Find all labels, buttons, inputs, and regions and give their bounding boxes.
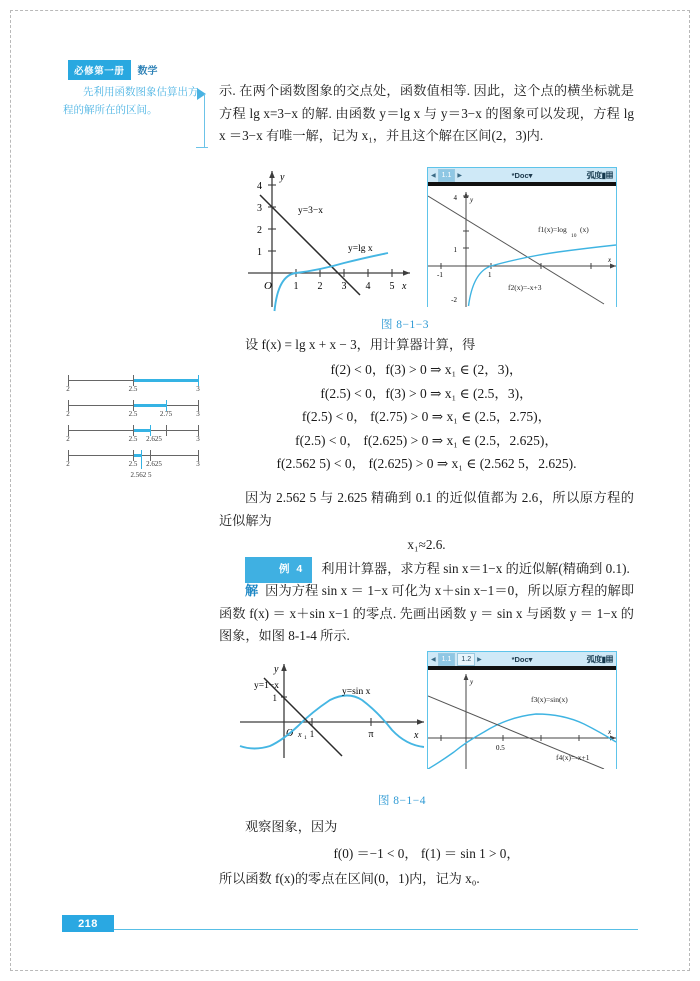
doc-title-text: *Doc [511,654,529,664]
margin-note-bracket [196,86,212,148]
equation-row: f(2.5) < 0，f(3) > 0 ⇒ x₁ ∈ (2.5，3)， [320,385,533,401]
svg-text:4: 4 [365,281,371,292]
number-line-label: 2 [66,385,70,393]
svg-text:y=sin x: y=sin x [342,687,371,697]
equation-row: f(2.5) < 0， f(2.75) > 0 ⇒ x₁ ∈ (2.5，2.75)， [301,409,552,424]
number-line-label: 2.5 [128,435,138,443]
result-x1 [219,533,634,557]
solution-label: 解 [245,583,259,598]
equation-row: f(2) < 0，f(3) > 0 ⇒ x₁ ∈ (2，3)， [330,362,523,377]
calculator-2-f3-expression: f3(x)=sin(x) [531,695,568,704]
calculator-screenshot-2[interactable] [427,651,617,769]
number-line [62,372,212,397]
tab-left-arrow-icon[interactable]: ◀ [431,656,436,663]
number-line-label: 2 [66,435,70,443]
svg-text:y=3−x: y=3−x [298,206,323,216]
svg-text:3: 3 [341,281,347,292]
paragraph-intro [219,80,634,148]
calculator-2-angle-mode [587,654,613,665]
number-line-label: 2.625 [146,435,162,443]
svg-text:4: 4 [257,181,262,192]
svg-text:y: y [470,196,474,204]
calculator-2-tab-1-1[interactable]: 1.1 [438,653,456,666]
calculator-1-plot-area[interactable] [428,182,616,307]
svg-text:π: π [368,729,374,740]
bracket-horizontal-line [196,147,208,148]
svg-text:1: 1 [272,693,277,703]
doc-caret-icon[interactable]: ▾ [528,654,533,664]
page-footer [62,915,638,932]
figure-2-caption: 图 8−1−4 [377,795,427,807]
svg-text:1: 1 [453,246,457,254]
solution-paragraph [219,580,634,648]
result-f0-f1 [219,842,634,866]
solution-block [219,580,634,648]
svg-text:3: 3 [257,203,262,214]
svg-text:4: 4 [453,194,457,202]
svg-text:O: O [286,728,294,739]
svg-text:x: x [298,730,302,739]
svg-text:O: O [264,280,272,292]
running-head [68,60,158,80]
tab-left-arrow-icon[interactable]: ◀ [431,172,436,179]
figure-1-caption: 图 8−1−3 [380,319,430,331]
equation-row: f(2.562 5) < 0， f(2.625) > 0 ⇒ x₁ ∈ (2.562 5，2.625). [276,456,577,471]
calculator-1-titlebar [428,168,616,182]
battery-icon: ▮▦ [601,170,613,180]
calculator-1-angle-mode [587,170,613,181]
number-line [62,397,212,422]
svg-text:10: 10 [571,233,577,239]
svg-text:y: y [470,678,474,686]
solution-text: 因为方程 sin x ＝ 1−x 可化为 x＋sin x−1＝0，所以原方程的解即函数 f(x) ＝ x＋sin x−1 的零点. 先画出函数 y ＝ sin x 与函数 y ＝ 1−x 的图象，如图 8-1-4 所示. [219,583,635,643]
paragraph-conclusion [219,487,634,532]
svg-text:x: x [402,281,407,292]
page-number-badge: 218 [62,915,114,932]
equation-row: f(2.5) < 0， f(2.625) > 0 ⇒ x₁ ∈ (2.5，2.625)， [295,432,558,448]
calculator-1-f2-expression: f2(x)=-x+3 [508,283,542,292]
svg-text:-2: -2 [451,296,457,304]
doc-caret-icon[interactable]: ▾ [528,170,533,180]
svg-text:0.5: 0.5 [496,744,505,752]
figure-graph-lgx [240,163,415,313]
paragraph-set-fx [219,334,634,357]
running-head-badge: 必修第一册 [68,60,131,80]
paragraph-observe-text: 观察图象，因为 [245,819,338,834]
paragraph-final [219,868,634,891]
calculator-2-f4-expression: f4(x)=-x+1 [556,753,590,762]
result-x1-text: x₁≈2.6. [407,537,446,552]
example-4-badge: 例 4 [245,557,312,583]
number-line-label: 3 [196,460,200,468]
doc-title-text: *Doc [511,170,529,180]
calculator-screenshot-1[interactable] [427,167,617,307]
number-line-label: 2.5 [128,385,138,393]
calculator-2-plot-area[interactable] [428,666,616,769]
paragraph-set-fx-text: 设 f(x) = lg x + x − 3，用计算器计算，得 [245,337,476,352]
svg-text:2: 2 [257,225,262,236]
svg-text:y: y [274,664,279,675]
angle-mode-label: 弧度 [586,654,602,664]
paragraph-intro-text: 示. 在两个函数图象的交点处，函数值相等. 因此，这个点的横坐标就是方程 lg x=3−x 的解. 由函数 y＝lg x 与 y＝3−x 的图象可以发现，方程 lg x ＝3−x 有唯一解，记为 x₁，并且这个解在区间(2，3)内. [219,83,634,143]
calculator-2-tab-1-2[interactable]: 1.2 [457,653,475,666]
number-line-label: 2.5 [128,410,138,418]
svg-text:1: 1 [488,271,492,279]
svg-text:y=1−x: y=1−x [254,681,279,691]
svg-text:x: x [414,730,419,741]
tab-right-arrow-icon[interactable]: ▶ [457,172,462,179]
number-line-label: 2 [66,460,70,468]
running-head-subject: 数学 [137,66,158,78]
figure-graph-sinx [238,650,428,765]
footer-rule [114,929,638,930]
number-line-label: 3 [196,385,200,393]
margin-note: 先利用函数图象估算出方程的解所在的区间。 [63,87,199,116]
svg-text:2: 2 [317,281,323,292]
angle-mode-label: 弧度 [586,170,602,180]
paragraph-final-text: 所以函数 f(x)的零点在区间(0，1)内，记为 x₀. [219,871,480,886]
number-line-label: 2 [66,410,70,418]
example-4-line [219,557,634,583]
number-line-label: 2.562 5 [130,471,152,479]
bisection-number-lines [62,372,212,483]
result-f0-f1-text: f(0) ＝−1 < 0， f(1) ＝ sin 1 > 0， [333,846,520,861]
number-line-label: 2.5 [128,460,138,468]
tab-right-arrow-icon[interactable]: ▶ [477,656,482,663]
svg-text:y: y [280,172,285,183]
calculator-1-tab-1-1[interactable]: 1.1 [438,169,456,182]
svg-text:1: 1 [257,247,262,258]
svg-text:-1: -1 [437,271,443,279]
svg-text:x: x [608,256,612,264]
svg-text:y=lg x: y=lg x [348,244,373,254]
bracket-vertical-line [204,94,205,148]
svg-text:1: 1 [293,281,299,292]
example-4-text: 利用计算器，求方程 sin x＝1−x 的近似解(精确到 0.1). [321,561,630,576]
battery-icon: ▮▦ [601,654,613,664]
number-line-label: 2.75 [159,410,173,418]
calculator-1-f1-expression: f1(x)=log [538,225,567,234]
svg-text:5: 5 [389,281,395,292]
number-line-label: 3 [196,435,200,443]
number-line [62,422,212,447]
calculator-2-titlebar [428,652,616,666]
paragraph-observe [219,816,634,839]
svg-text:(x): (x) [580,225,589,234]
number-line-label: 2.625 [146,460,162,468]
paragraph-conclusion-text: 因为 2.562 5 与 2.625 精确到 0.1 的近似值都为 2.6，所以原方程的近似解为 [219,490,634,528]
number-line-label: 3 [196,410,200,418]
example-4-block [219,557,634,583]
number-line [62,447,212,483]
equation-block [219,358,634,476]
svg-text:1: 1 [304,735,307,741]
svg-text:x: x [608,728,612,736]
svg-text:1: 1 [309,729,315,739]
